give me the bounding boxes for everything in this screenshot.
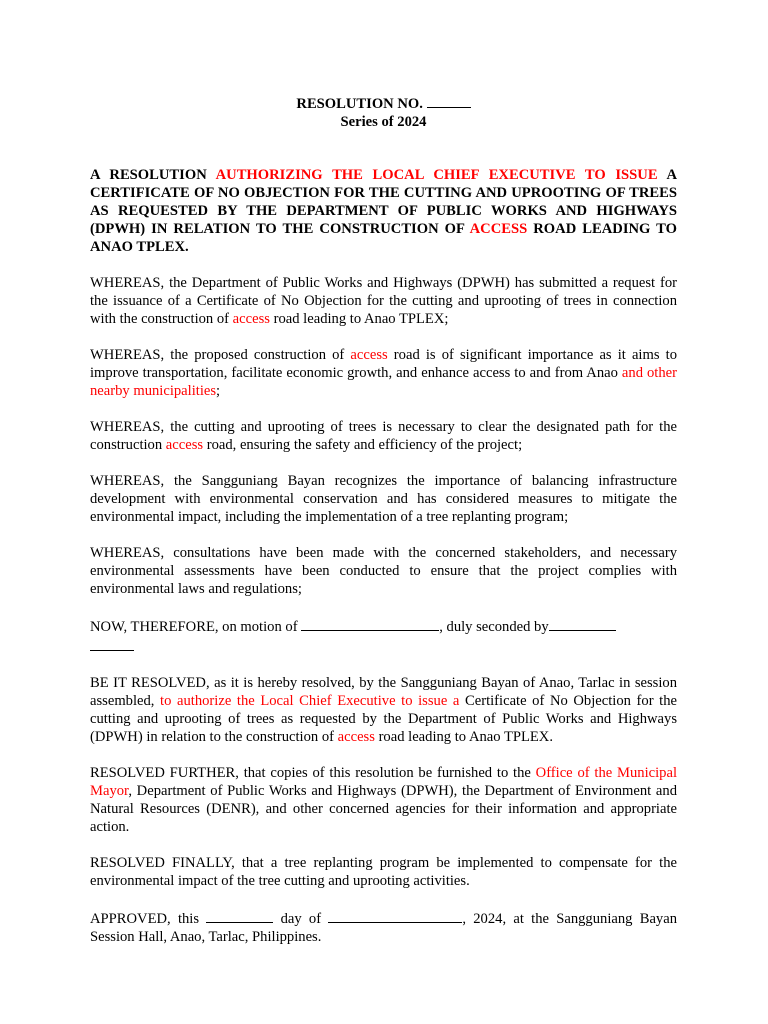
heading-text: A RESOLUTION: [90, 167, 216, 183]
clause-text: road is of significant importance as it aims to improve transportation, facilitate economic growth, and enhance access to and from Anao: [90, 347, 677, 381]
now-therefore-clause: [90, 616, 677, 656]
clause-text: Certificate of No Objection for the cutting and uprooting of trees as requested by the Department of Public Works and Highways (DPWH) in relation to the construction of: [90, 693, 677, 745]
clause-highlight: and other nearby municipalities: [90, 365, 677, 399]
heading-highlight: AUTHORIZING THE LOCAL CHIEF EXECUTIVE TO ISSUE: [215, 167, 658, 183]
whereas-clause-4: WHEREAS, the Sangguniang Bayan recognizes the importance of balancing infrastructure development with environmental conservation and has considered measures to mitigate the environmental impact, including the implementation of a tree replanting program;: [90, 473, 677, 525]
seconder-blank-continued: [90, 636, 134, 651]
clause-text: day of: [273, 911, 329, 927]
resolved-finally-clause: RESOLVED FINALLY, that a tree replanting program be implemented to compensate for the environmental impact of the tree cutting and uprooting activities.: [90, 855, 677, 889]
clause-text: , duly seconded by: [439, 619, 549, 635]
clause-text: road leading to Anao TPLEX;: [269, 311, 449, 327]
clause-highlight: access: [232, 311, 270, 327]
month-blank: [328, 908, 462, 923]
whereas-clause-1: [90, 274, 677, 328]
clause-text: WHEREAS, the proposed construction of: [90, 347, 351, 363]
resolution-number-label: RESOLUTION NO.: [296, 96, 423, 112]
clause-highlight: access: [165, 437, 204, 453]
heading-text: ROAD LEADING TO ANAO TPLEX.: [90, 221, 677, 255]
clause-text: WHEREAS, the cutting and uprooting of trees is necessary to clear the designated path for the construction: [90, 419, 677, 453]
whereas-clause-2: [90, 346, 677, 400]
clause-text: ;: [216, 383, 221, 399]
resolution-number-blank: [427, 93, 471, 108]
day-blank: [206, 908, 273, 923]
clause-highlight: access: [337, 729, 375, 745]
clause-text: WHEREAS, the Department of Public Works and Highways (DPWH) has submitted a request for the issuance of a Certificate of No Objection for the cutting and uprooting of trees in connection with the construction of: [90, 275, 677, 327]
resolution-document: [90, 93, 677, 946]
seconder-blank: [549, 616, 616, 631]
be-it-resolved-clause: [90, 674, 677, 746]
series-line: Series of 2024: [340, 114, 427, 130]
clause-text: RESOLVED FURTHER, that copies of this resolution be furnished to the: [90, 765, 536, 781]
mover-blank: [301, 616, 439, 631]
clause-text: BE IT RESOLVED, as it is hereby resolved, by the Sangguniang Bayan of Anao, Tarlac in session assembled,: [90, 675, 677, 709]
resolution-heading: [90, 166, 677, 256]
clause-highlight: access: [350, 347, 388, 363]
clause-text: road leading to Anao TPLEX.: [374, 729, 553, 745]
whereas-clause-5: WHEREAS, consultations have been made with the concerned stakeholders, and necessary environmental assessments have been conducted to ensure that the project complies with environmental laws and regulations;: [90, 545, 677, 597]
title-block: [90, 93, 677, 131]
heading-highlight: ACCESS: [469, 221, 528, 237]
whereas-clause-3: [90, 418, 677, 454]
clause-text: APPROVED, this: [90, 911, 207, 927]
clause-text: NOW, THEREFORE, on motion of: [90, 619, 302, 635]
clause-text: , 2024, at the Sangguniang Bayan Session Hall, Anao, Tarlac, Philippines.: [90, 911, 677, 945]
clause-highlight: to authorize the Local Chief Executive to issue a: [160, 693, 460, 709]
clause-text: , Department of Public Works and Highways (DPWH), the Department of Environment and Natural Resources (DENR), and other concerned agencies for their information and appropriate action.: [90, 783, 677, 835]
clause-text: road, ensuring the safety and efficiency of the project;: [203, 437, 523, 453]
clause-highlight: Office of the Municipal Mayor: [90, 765, 677, 799]
heading-text: A CERTIFICATE OF NO OBJECTION FOR THE CUTTING AND UPROOTING OF TREES AS REQUESTED BY THE DEPARTMENT OF PUBLIC WORKS AND HIGHWAYS (DPWH) IN RELATION TO THE CONSTRUCTION OF: [90, 167, 677, 237]
resolved-further-clause: [90, 764, 677, 836]
resolution-number-line: [90, 93, 677, 113]
approved-clause: [90, 908, 677, 946]
